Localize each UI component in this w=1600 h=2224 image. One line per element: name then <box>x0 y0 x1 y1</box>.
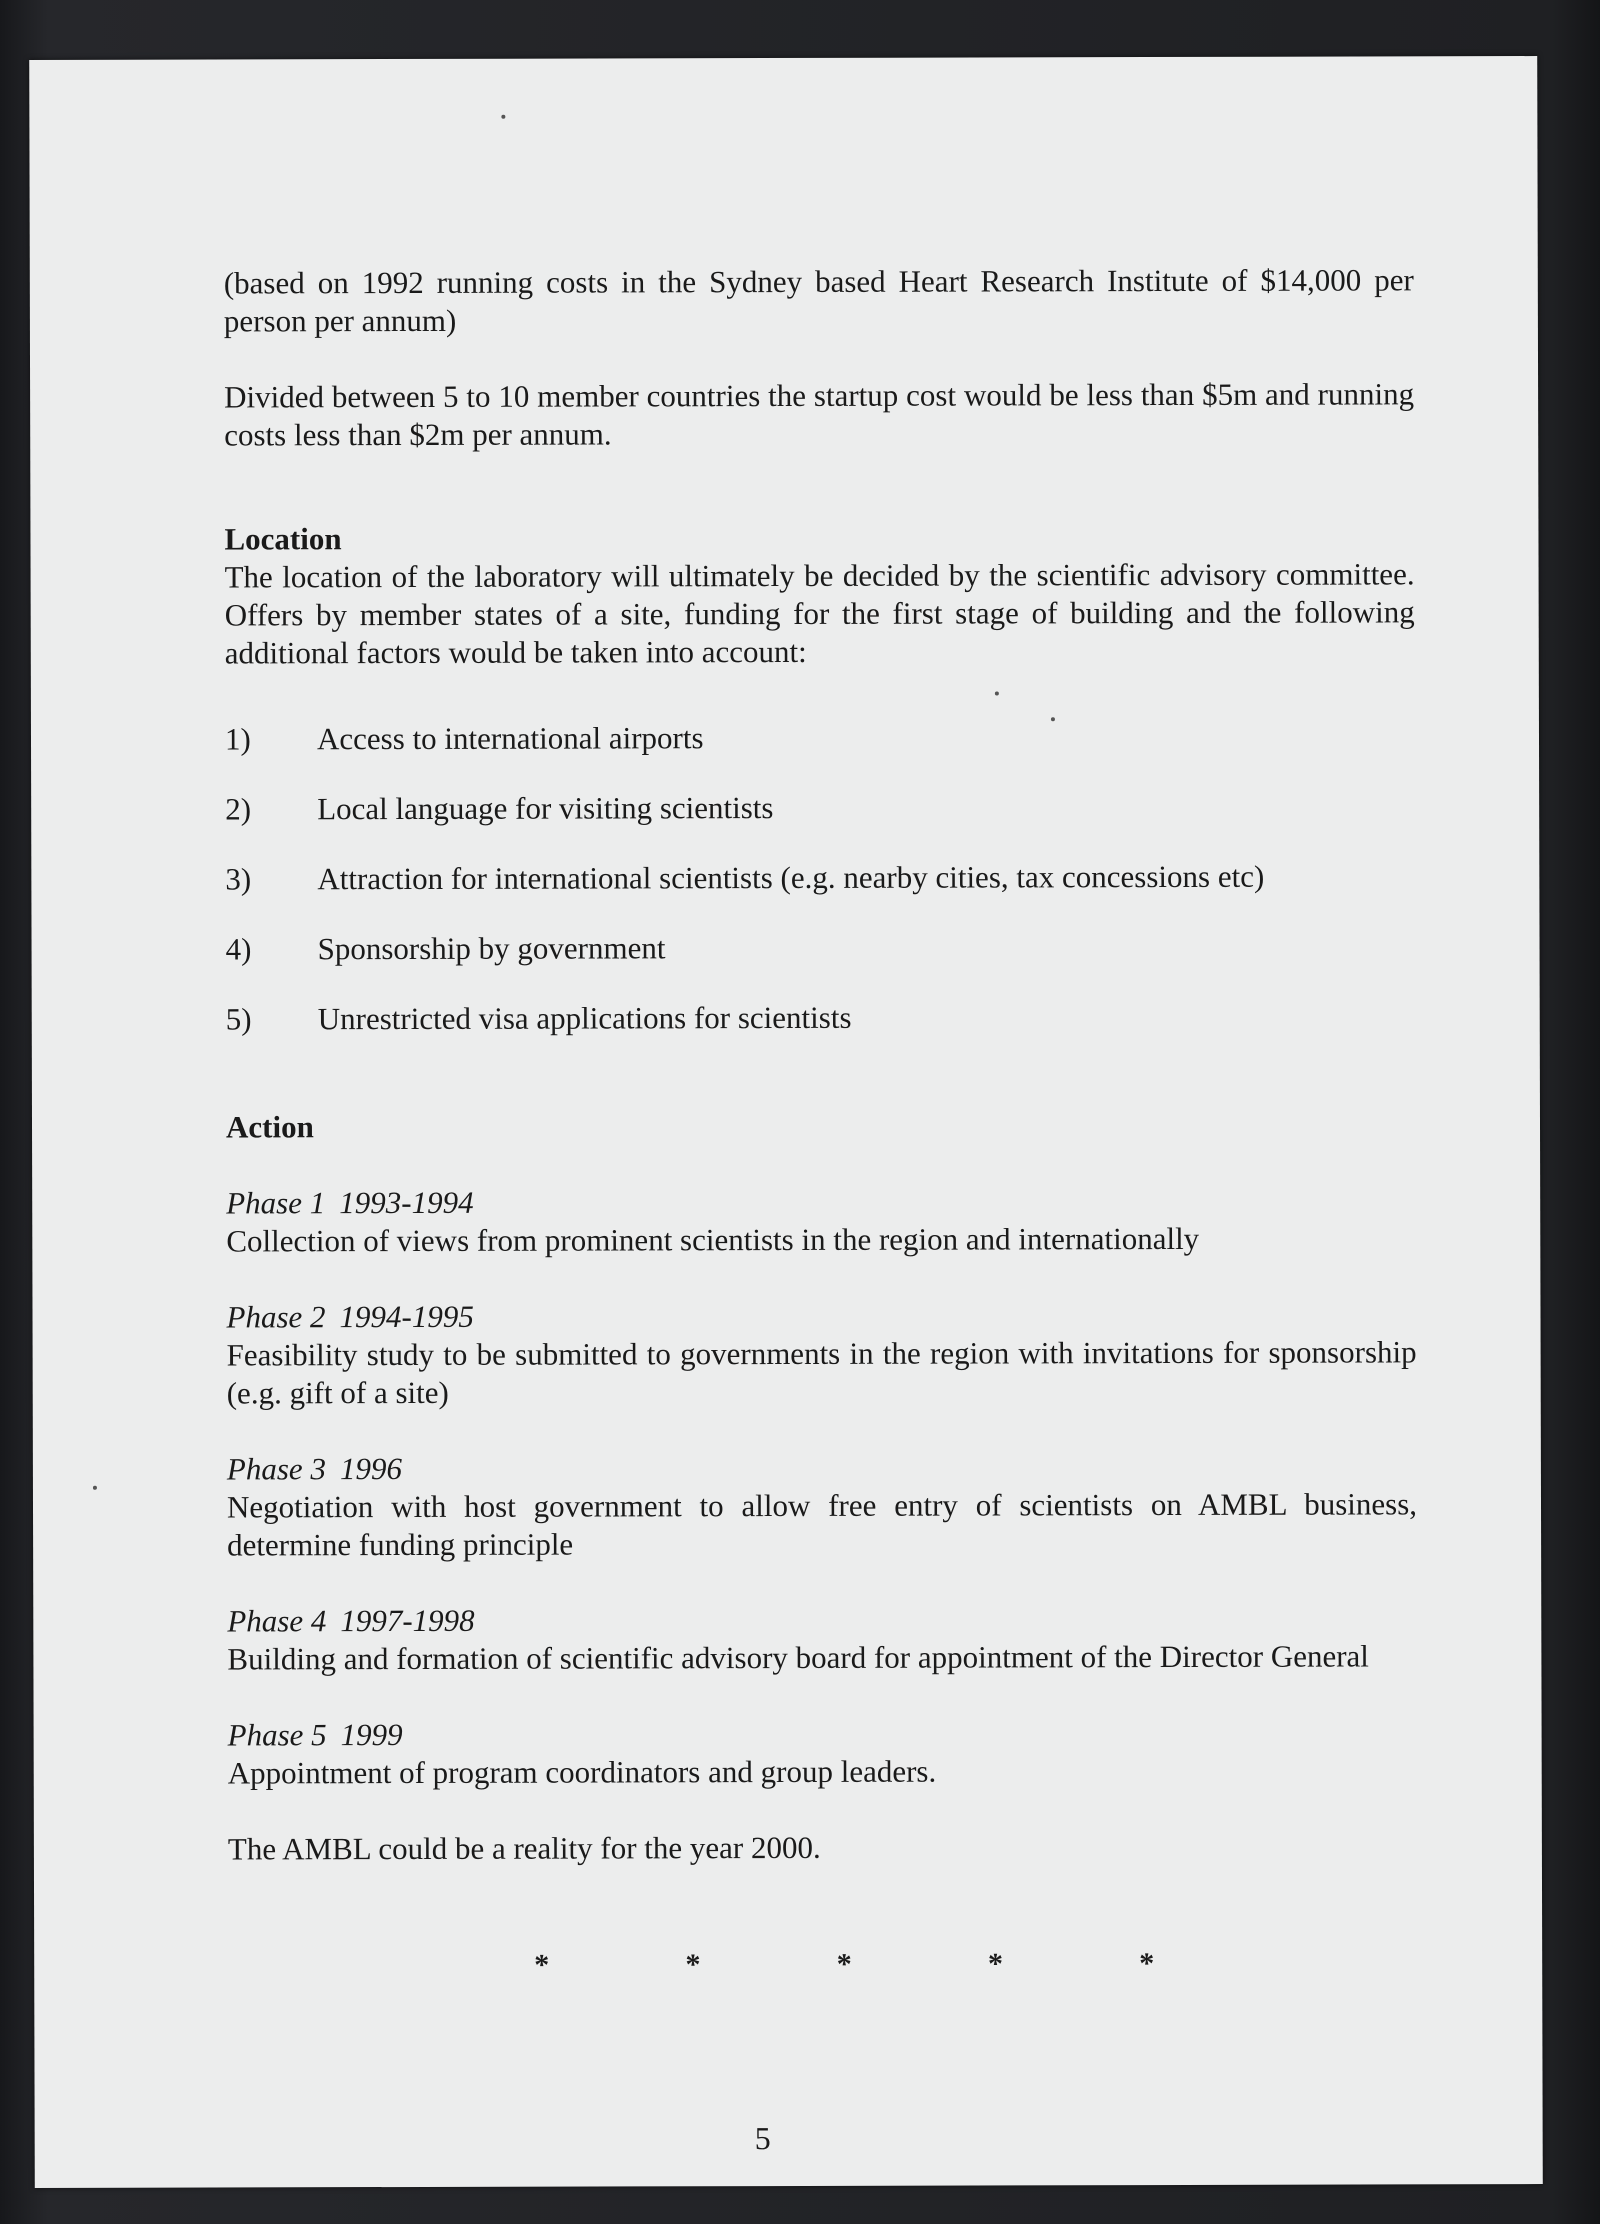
list-item-number: 5) <box>225 1001 252 1037</box>
phase-block <box>227 1599 1417 1678</box>
page-number: 5 <box>754 2120 771 2157</box>
list-item-number: 4) <box>225 931 252 967</box>
phase-years: 1994-1995 <box>339 1298 474 1335</box>
phase-number: Phase 4 <box>227 1603 327 1639</box>
phase-years: 1999 <box>340 1717 403 1753</box>
phase-text: Collection of views from prominent scientists in the region and internationally <box>226 1220 1200 1259</box>
phase-number: Phase 1 <box>226 1185 326 1221</box>
list-item-number: 1) <box>224 721 251 757</box>
phase-number: Phase 2 <box>226 1299 326 1335</box>
phase-block <box>226 1295 1416 1412</box>
separator-star: * <box>1139 1947 1155 1981</box>
intro-paragraph-2: Divided between 5 to 10 member countries the startup cost would be less than $5m and running costs less than $2m per annum. <box>224 376 1415 453</box>
list-item-text: Attraction for international scientists (e.g. nearby cities, tax concessions etc) <box>317 858 1265 897</box>
list-item <box>226 997 1416 1070</box>
phase-text: Negotiation with host government to allow free entry of scientists on AMBL business, determine funding principle <box>226 1486 1418 1563</box>
phase-years: 1997-1998 <box>340 1602 475 1639</box>
separator-star: * <box>987 1947 1003 1981</box>
list-item <box>225 787 1415 860</box>
list-item <box>225 927 1415 1000</box>
phase-block <box>226 1181 1416 1260</box>
document-page <box>29 56 1543 2188</box>
list-item-text: Local language for visiting scientists <box>317 790 774 827</box>
phase-text: Feasibility study to be submitted to governments in the region with invitations for sponsorship (e.g. gift of a site) <box>226 1334 1417 1411</box>
phase-label <box>226 1181 1416 1222</box>
phase-label <box>227 1599 1417 1640</box>
action-heading: Action <box>225 1109 314 1145</box>
phase-text: Building and formation of scientific advisory board for appointment of the Director General <box>227 1638 1369 1677</box>
section-separator <box>534 1947 1154 1983</box>
scan-speck <box>501 115 505 119</box>
intro-paragraph-1: (based on 1992 running costs in the Sydney based Heart Research Institute of $14,000 per person per annum) <box>223 262 1414 339</box>
list-item-text: Sponsorship by government <box>317 930 666 967</box>
list-item-number: 2) <box>225 791 252 827</box>
list-item-text: Access to international airports <box>316 720 704 757</box>
phase-block <box>227 1447 1417 1564</box>
phase-label <box>228 1713 1418 1754</box>
document-body <box>224 261 1418 1868</box>
location-section <box>224 517 1415 1070</box>
list-item-text: Unrestricted visa applications for scientists <box>317 999 852 1037</box>
location-factors-list <box>225 717 1416 1070</box>
phase-number: Phase 3 <box>226 1451 326 1487</box>
separator-star: * <box>685 1948 701 1982</box>
phase-number: Phase 5 <box>227 1717 327 1753</box>
action-section <box>226 1105 1418 1868</box>
list-item <box>225 857 1415 930</box>
phase-text: Appointment of program coordinators and group leaders. <box>227 1753 937 1791</box>
closing-statement: The AMBL could be a reality for the year 2000. <box>227 1829 821 1867</box>
phase-label <box>226 1295 1416 1336</box>
phase-block <box>228 1713 1418 1792</box>
location-heading: Location <box>224 521 342 557</box>
scan-speck <box>93 1486 97 1490</box>
location-text: The location of the laboratory will ultimately be decided by the scientific advisory committee. Offers by member states of a site, funding for the first stage of building and the following additional factors would be taken into account: <box>224 556 1415 671</box>
phase-years: 1993-1994 <box>339 1184 474 1221</box>
phase-years: 1996 <box>339 1451 402 1487</box>
phase-label <box>227 1447 1417 1488</box>
list-item <box>225 717 1415 790</box>
separator-star: * <box>534 1948 550 1982</box>
separator-star: * <box>836 1947 852 1981</box>
list-item-number: 3) <box>225 861 252 897</box>
